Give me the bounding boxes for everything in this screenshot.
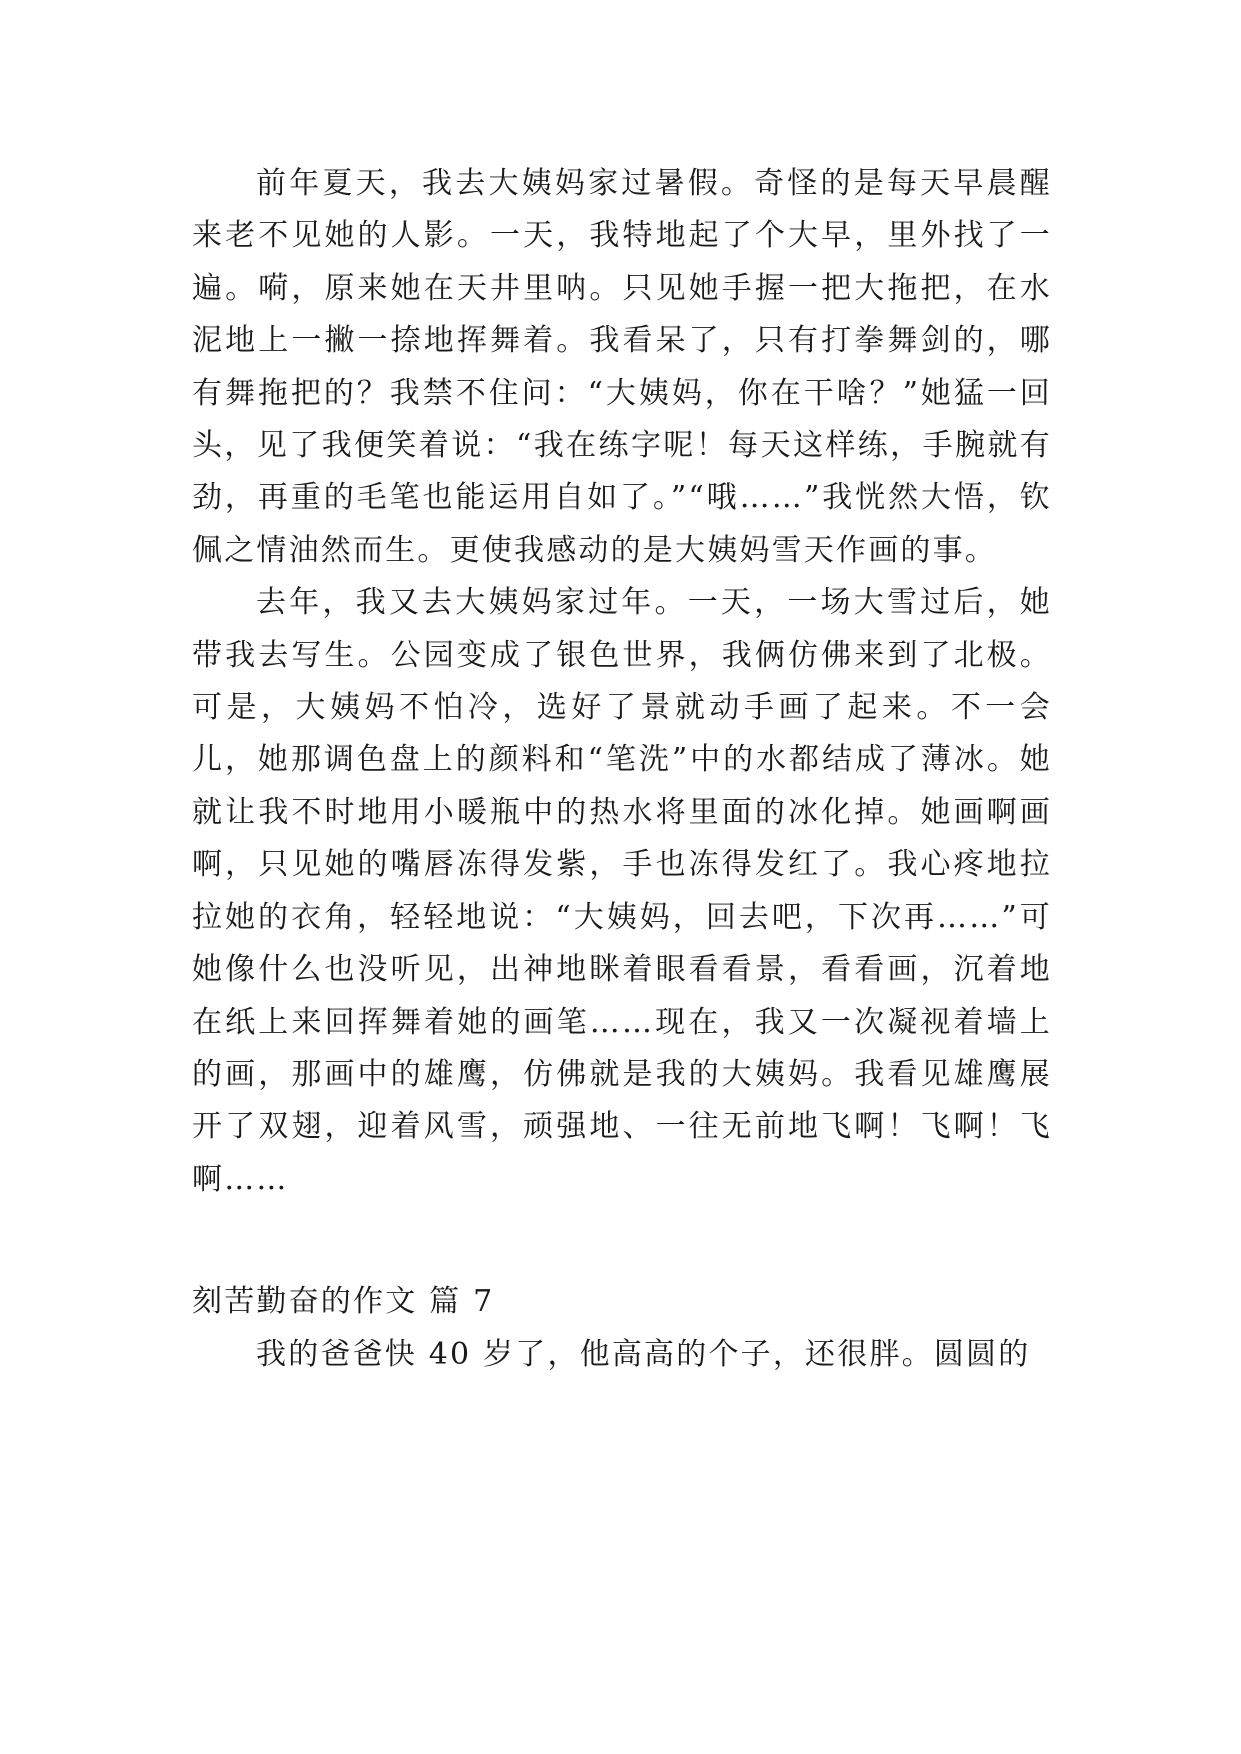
document-body [192,158,1052,1381]
section-heading: 刻苦勤奋的作文 篇 7 [192,1284,495,1320]
paragraph-father: 我的爸爸快 40 岁了，他高高的个子，还很胖。圆圆的 [256,1336,1031,1372]
paragraph-snow-painting: 去年，我又去大姨妈家过年。一天，一场大雪过后，她带我去写生。公园变成了银色世界，我俩仿佛来到了北极。可是，大姨妈不怕冷，选好了景就动手画了起来。不一会儿，她那调色盘上的颜料和“笔洗”中的水都结成了薄冰。她就让我不时地用小暖瓶中的热水将里面的冰化掉。她画啊画啊，只见她的嘴唇冻得发紫，手也冻得发红了。我心疼地拉拉她的衣角，轻轻地说：“大姨妈，回去吧，下次再……”可她像什么也没听见，出神地眯着眼看看景，看看画，沉着地在纸上来回挥舞着她的画笔……现在，我又一次凝视着墙上的画，那画中的雄鹰，仿佛就是我的大姨妈。我看见雄鹰展开了双翅，迎着风雪，顽强地、一往无前地飞啊！飞啊！飞啊…… [192,585,1052,1197]
paragraph-summer-practice: 前年夏天，我去大姨妈家过暑假。奇怪的是每天早晨醒来老不见她的人影。一天，我特地起了个大早，里外找了一遍。嗬，原来她在天井里呐。只见她手握一把大拖把，在水泥地上一撇一捺地挥舞着。我看呆了，只有打拳舞剑的，哪有舞拖把的？我禁不住问：“大姨妈，你在干啥？”她猛一回头，见了我便笑着说：“我在练字呢！每天这样练，手腕就有劲，再重的毛笔也能运用自如了。”“哦……”我恍然大悟，钦佩之情油然而生。更使我感动的是大姨妈雪天作画的事。 [192,166,1052,568]
